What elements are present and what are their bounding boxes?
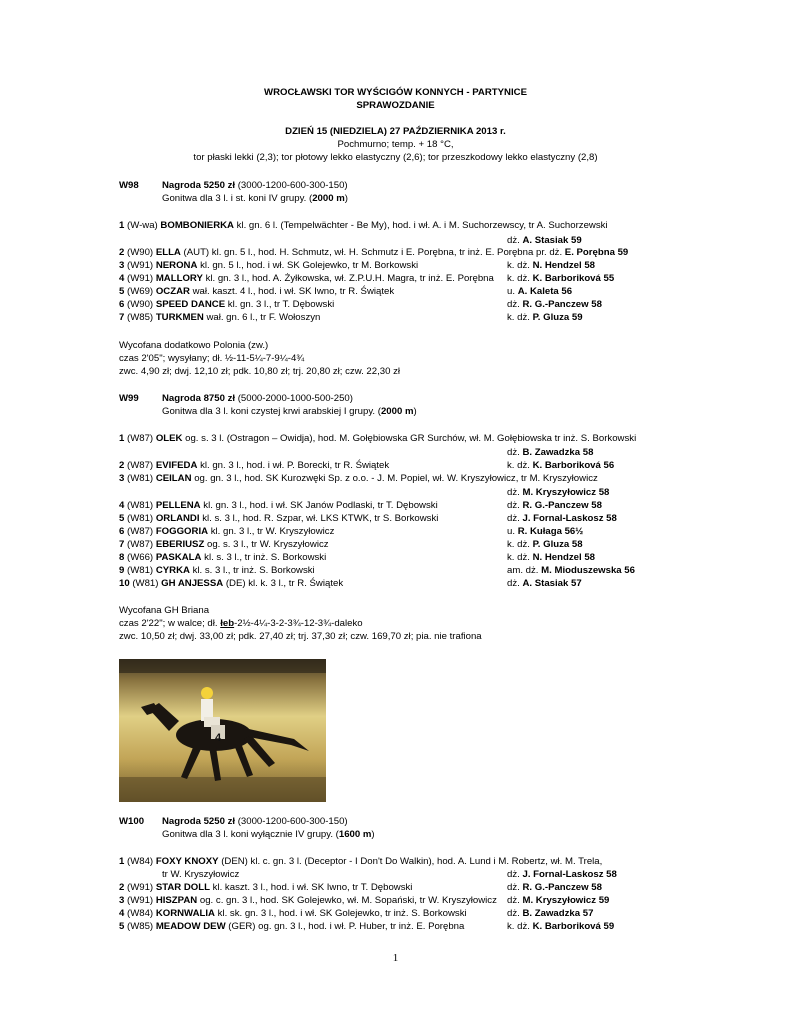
jockey: [507, 908, 593, 920]
horse-info: kl. gn. 6 l. (Tempelwächter - Be My), hod. i wł. A. i M. Suchorzewscy, tr A. Suchorzewski: [236, 220, 608, 231]
result-row: [119, 299, 334, 311]
result-prev-race: (W81): [127, 565, 154, 576]
page-number: 1: [392, 952, 399, 964]
result-position: 5: [119, 513, 125, 524]
jockey: [507, 552, 595, 564]
jockey-title: k. dż.: [507, 460, 530, 471]
result-row: [119, 247, 628, 259]
jockey-title: dż.: [507, 908, 520, 919]
jockey-title: k. dż.: [507, 921, 530, 932]
result-position: 2: [119, 460, 125, 471]
race-desc-text: Gonitwa dla 3 l. koni wyłącznie IV grupy. (: [162, 829, 339, 840]
result-position: 4: [119, 500, 125, 511]
result-prev-race: (W91): [127, 895, 154, 906]
result-position: 5: [119, 286, 125, 297]
result-prev-race: (W84): [127, 856, 154, 867]
result-position: 10: [119, 578, 130, 589]
jockey-title: dż.: [507, 895, 520, 906]
jockey: [507, 921, 614, 933]
race-distance: 1600 m: [338, 829, 372, 840]
result-prev-race: (W91): [127, 882, 154, 893]
result-row: [119, 895, 497, 907]
jockey-name: A. Kaleta 56: [517, 286, 573, 297]
jockey-name: P. Gluza 58: [532, 539, 583, 550]
jockey-name: R. G.-Panczew 58: [522, 882, 602, 893]
horse-name: ORLANDI: [155, 513, 200, 524]
result-row: [119, 460, 389, 472]
payouts: zwc. 4,90 zł; dwj. 12,10 zł; pdk. 10,80 zł; trj. 20,80 zł; czw. 22,30 zł: [119, 366, 401, 377]
jockey: [507, 578, 582, 590]
result-prev-race: (W90): [127, 299, 154, 310]
horse-finish-illustration: [119, 659, 326, 802]
withdrawn-note: Wycofana GH Briana: [119, 605, 210, 616]
race-prize-line: [162, 180, 348, 192]
jockey: [507, 895, 609, 907]
result-position: 3: [119, 473, 125, 484]
jockey-title: k. dż.: [507, 539, 530, 550]
race-description: [162, 406, 417, 418]
horse-name: EBERIUSZ: [155, 539, 205, 550]
result-row: [119, 473, 598, 485]
jockey-name: B. Zawadzka 58: [522, 447, 594, 458]
horse-info: og. s. 3 l., tr W. Kryszyłowicz: [207, 539, 329, 550]
horse-info: kl. gn. 5 l., hod. i wł. SK Golejewko, tr M. Borkowski: [200, 260, 419, 271]
result-position: 3: [119, 260, 125, 271]
horse-info: kl. s. 3 l., tr inż. S. Borkowski: [204, 552, 327, 563]
result-position: 6: [119, 526, 125, 537]
horse-info: og. c. gn. 3 l., hod. SK Golejewko, wł. M. Sopański, tr W. Kryszyłowicz: [199, 895, 497, 906]
result-position: 4: [119, 273, 125, 284]
race-desc-close: ): [371, 829, 375, 840]
photo-finish-image: [119, 659, 326, 802]
result-prev-race: (W87): [127, 539, 154, 550]
jockey-title: dż.: [507, 299, 520, 310]
race-desc-text: Gonitwa dla 3 l. koni czystej krwi arabskiej I grupy. (: [162, 406, 381, 417]
race-description: [162, 193, 348, 205]
result-row: [119, 921, 464, 933]
result-prev-race: (W-wa): [127, 220, 158, 231]
horse-name: MEADOW DEW: [155, 921, 226, 932]
result-position: 7: [119, 539, 125, 550]
result-prev-race: (W66): [127, 552, 154, 563]
jockey-name: J. Fornal-Laskosz 58: [522, 869, 617, 880]
jockey-name: N. Hendzel 58: [532, 552, 595, 563]
horse-info: (GER) og. gn. 3 l., hod. i wł. P. Huber, tr inż. E. Porębna: [228, 921, 465, 932]
horse-info: (DEN) kl. c. gn. 3 l. (Deceptor - I Don't Do Walkin), hod. A. Lund i M. Robertz, wł. M. Trela,: [221, 856, 603, 867]
jockey: [507, 447, 593, 459]
withdrawn-note: Wycofana dodatkowo Polonia (zw.): [119, 340, 269, 351]
result-prev-race: (W85): [127, 312, 154, 323]
horse-info: wał. kaszt. 4 l., hod. i wł. SK Iwno, tr R. Świątek: [192, 286, 395, 297]
result-row: [119, 273, 494, 285]
race-time: czas 2'05"; wysyłany; dł. ½-11-5¼-7-9¼-4¾: [119, 353, 305, 364]
race-code: W98: [119, 180, 139, 191]
race-code: W100: [119, 816, 145, 827]
horse-info: wał. gn. 6 l., tr F. Wołoszyn: [206, 312, 321, 323]
result-prev-race: (W85): [127, 921, 154, 932]
jockey-name: E. Porębna 59: [564, 247, 629, 258]
jockey-title: k. dż.: [507, 273, 530, 284]
jockey-title: u.: [507, 526, 516, 537]
horse-name: CEILAN: [155, 473, 192, 484]
result-position: 6: [119, 299, 125, 310]
horse-info: kl. gn. 3 l., tr T. Dębowski: [227, 299, 335, 310]
jockey-title: dż.: [507, 869, 520, 880]
weather-line: Pochmurno; temp. + 18 °C,: [337, 139, 454, 150]
result-row: [119, 539, 329, 551]
result-prev-race: (W81): [127, 500, 154, 511]
jockey: [507, 312, 583, 324]
jockey-title: dż.: [507, 487, 520, 498]
jockey-title: dż.: [507, 447, 520, 458]
horse-info: og. s. 3 l. (Ostragon – Owidja), hod. M. Gołębiowska GR Surchów, wł. M. Gołębiowska tr inż. S. Borkowski: [185, 433, 637, 444]
horse-info: kl. gn. 3 l., hod. i wł. SK Janów Podlaski, tr T. Dębowski: [203, 500, 438, 511]
jockey-name: K. Barboriková 56: [532, 460, 615, 471]
horse-info: kl. gn. 3 l., tr W. Kryszyłowicz: [210, 526, 335, 537]
result-position: 9: [119, 565, 125, 576]
document-title: WROCŁAWSKI TOR WYŚCIGÓW KONNYCH - PARTYNICE: [264, 87, 527, 98]
horse-name: OLEK: [155, 433, 183, 444]
result-prev-race: (W91): [127, 260, 154, 271]
horse-info: kl. kaszt. 3 l., hod. i wł. SK Iwno, tr T. Dębowski: [212, 882, 413, 893]
race-prize: Nagroda 8750 zł: [162, 393, 236, 404]
race-prize-line: [162, 393, 353, 405]
jockey-title: dż.: [507, 235, 520, 246]
jockey-name: M. Kryszyłowicz 59: [522, 895, 610, 906]
horse-name: MALLORY: [155, 273, 203, 284]
result-row: [119, 513, 438, 525]
jockey-name: P. Gluza 59: [532, 312, 583, 323]
race-code: W99: [119, 393, 139, 404]
result-row: [119, 882, 412, 894]
jockey: [507, 882, 602, 894]
race-day-heading: DZIEŃ 15 (NIEDZIELA) 27 PAŹDZIERNIKA 2013 r.: [285, 126, 506, 137]
document-subtitle: SPRAWOZDANIE: [356, 100, 435, 111]
result-position: 1: [119, 433, 125, 444]
result-row: [119, 856, 602, 868]
result-prev-race: (W87): [127, 526, 154, 537]
time-text: czas 2'22"; w walce; dł.: [119, 618, 221, 629]
saddle-number: 4: [215, 732, 222, 744]
result-prev-race: (W69): [127, 286, 154, 297]
jockey-name: A. Stasiak 57: [522, 578, 582, 589]
result-prev-race: (W91): [127, 273, 154, 284]
horse-name: PASKALA: [155, 552, 202, 563]
jockey-title: k. dż.: [507, 552, 530, 563]
jockey: [507, 539, 583, 551]
horse-info-continued: tr W. Kryszyłowicz: [162, 869, 240, 880]
result-prev-race: (W81): [127, 473, 154, 484]
race-desc-close: ): [413, 406, 417, 417]
horse-info: (DE) kl. k. 3 l., tr R. Świątek: [225, 578, 344, 589]
horse-info: kl. sk. gn. 3 l., hod. i wł. SK Golejewko, tr inż. S. Borkowski: [217, 908, 467, 919]
race-prize: Nagroda 5250 zł: [162, 816, 236, 827]
payouts: zwc. 10,50 zł; dwj. 33,00 zł; pdk. 27,40 zł; trj. 37,30 zł; czw. 169,70 zł; pia. nie trafiona: [119, 631, 482, 642]
jockey-name: B. Zawadzka 57: [522, 908, 594, 919]
result-row: [119, 578, 343, 590]
jockey: [507, 565, 635, 577]
time-margins: -2½-4¼-3-2-3¾-12-3¾-daleko: [234, 618, 363, 629]
jockey-name: M. Mioduszewska 56: [541, 565, 635, 576]
race-desc-text: Gonitwa dla 3 l. i st. koni IV grupy. (: [162, 193, 313, 204]
horse-name: ELLA: [155, 247, 181, 258]
result-row: [119, 908, 467, 920]
result-position: 1: [119, 220, 125, 231]
horse-name: HISZPAN: [155, 895, 198, 906]
horse-name: CYRKA: [155, 565, 190, 576]
horse-name: NERONA: [155, 260, 198, 271]
horse-name: TURKMEN: [155, 312, 204, 323]
jockey-title: k. dż.: [507, 312, 530, 323]
result-prev-race: (W90): [127, 247, 154, 258]
result-prev-race: (W81): [127, 513, 154, 524]
horse-info: kl. s. 3 l., tr inż. S. Borkowski: [192, 565, 315, 576]
race-distance: 2000 m: [312, 193, 345, 204]
result-row: [119, 565, 315, 577]
horse-info: kl. gn. 3 l., hod. i wł. P. Borecki, tr R. Świątek: [200, 460, 390, 471]
race-time: [119, 618, 363, 630]
result-prev-race: (W84): [127, 908, 154, 919]
jockey-title: am. dż.: [507, 565, 539, 576]
race-distance: 2000 m: [380, 406, 414, 417]
horse-name: EVIFEDA: [155, 460, 198, 471]
result-row: [119, 552, 326, 564]
result-prev-race: (W87): [127, 433, 154, 444]
jockey: [507, 299, 602, 311]
prize-split: (3000-1200-600-300-150): [237, 180, 348, 191]
jockey: [507, 235, 582, 247]
result-position: 8: [119, 552, 125, 563]
jockey-name: R. G.-Panczew 58: [522, 299, 602, 310]
horse-name: STAR DOLL: [155, 882, 210, 893]
jockey-title: dż.: [507, 513, 520, 524]
result-prev-race: (W81): [132, 578, 159, 589]
jockey-name: A. Stasiak 59: [522, 235, 582, 246]
jockey: [507, 273, 614, 285]
jockey-title: dż.: [507, 578, 520, 589]
prize-split: (5000-2000-1000-500-250): [237, 393, 353, 404]
jockey-name: K. Barboriková 55: [532, 273, 615, 284]
jockey-name: J. Fornal-Laskosz 58: [522, 513, 617, 524]
result-position: 5: [119, 921, 125, 932]
horse-name: GH ANJESSA: [161, 578, 224, 589]
horse-info: (AUT) kl. gn. 5 l., hod. H. Schmutz, wł. H. Schmutz i E. Porębna, tr inż. E. Porębna pr. dż.: [183, 247, 563, 258]
jockey: [507, 286, 572, 298]
track-conditions: tor płaski lekki (2,3); tor płotowy lekko elastyczny (2,6); tor przeszkodowy lekko elastyczny (2,8): [193, 152, 598, 163]
result-row: [119, 433, 636, 445]
jockey: [507, 460, 614, 472]
jockey: [507, 500, 602, 512]
jockey: [507, 487, 609, 499]
jockey: [507, 526, 583, 538]
horse-info: og. gn. 3 l., hod. SK Kurozwęki Sp. z o.o. - J. M. Popiel, wł. W. Kryszyłowicz, tr M. Kryszyłowicz: [194, 473, 598, 484]
result-position: 1: [119, 856, 125, 867]
result-row: [119, 220, 608, 232]
result-position: 4: [119, 908, 125, 919]
jockey: [507, 513, 617, 525]
jockey-name: K. Barboriková 59: [532, 921, 615, 932]
race-prize-line: [162, 816, 348, 828]
result-position: 2: [119, 882, 125, 893]
jockey-name: R. Kułaga 56½: [517, 526, 584, 537]
horse-name: KORNWALIA: [155, 908, 215, 919]
result-row: [119, 260, 418, 272]
horse-name: SPEED DANCE: [155, 299, 226, 310]
result-position: 2: [119, 247, 125, 258]
race-desc-close: ): [344, 193, 348, 204]
result-row: [119, 286, 394, 298]
horse-name: PELLENA: [155, 500, 201, 511]
horse-info: kl. gn. 3 l., hod. A. Żyłkowska, wł. Z.P.U.H. Magra, tr inż. E. Porębna: [205, 273, 494, 284]
jockey-title: k. dż.: [507, 260, 530, 271]
jockey-title: dż.: [507, 882, 520, 893]
jockey-title: u.: [507, 286, 516, 297]
horse-name: FOXY KNOXY: [155, 856, 219, 867]
race-description: [162, 829, 375, 841]
result-row: [119, 500, 438, 512]
jockey-title: dż.: [507, 500, 520, 511]
result-row: [119, 526, 334, 538]
horse-name: BOMBONIERKA: [160, 220, 234, 231]
prize-split: (3000-1200-600-300-150): [237, 816, 348, 827]
result-position: 3: [119, 895, 125, 906]
horse-info: kl. s. 3 l., hod. R. Szpar, wł. LKS KTWK, tr S. Borkowski: [202, 513, 439, 524]
jockey-name: M. Kryszyłowicz 58: [522, 487, 610, 498]
jockey: [507, 260, 595, 272]
result-row: [119, 312, 320, 324]
jockey-name: R. G.-Panczew 58: [522, 500, 602, 511]
jockey: [507, 869, 617, 881]
horse-name: OCZAR: [155, 286, 190, 297]
result-position: 7: [119, 312, 125, 323]
horse-name: FOGGORIA: [155, 526, 209, 537]
race-prize: Nagroda 5250 zł: [162, 180, 236, 191]
jockey-name: N. Hendzel 58: [532, 260, 595, 271]
margin-head: łeb: [220, 618, 235, 629]
result-prev-race: (W87): [127, 460, 154, 471]
